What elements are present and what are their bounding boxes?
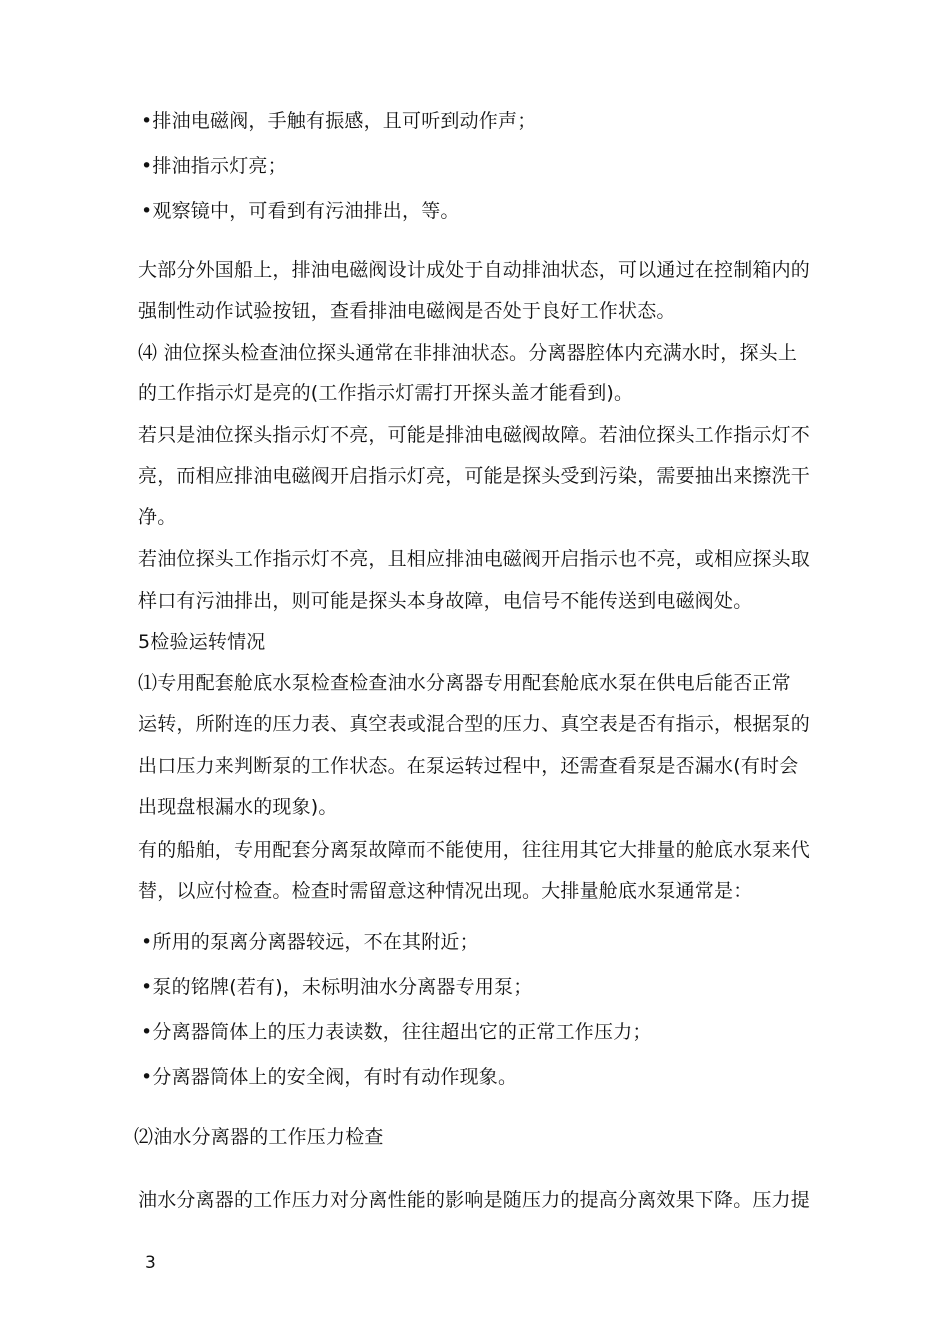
text-line: 强制性动作试验按钮，查看排油电磁阀是否处于良好工作状态。 (138, 300, 676, 322)
text-line: 有的船舶，专用配套分离泵故障而不能使用，往往用其它大排量的舱底水泵来代 (138, 839, 811, 861)
text-line: 亮，而相应排油电磁阀开启指示灯亮，可能是探头受到污染，需要抽出来擦洗干 (138, 465, 811, 487)
text-line: •分离器筒体上的安全阀，有时有动作现象。 (141, 1066, 518, 1088)
text-line: 若油位探头工作指示灯不亮，且相应排油电磁阀开启指示也不亮，或相应探头取 (138, 548, 811, 570)
section-heading: ⑵油水分离器的工作压力检查 (134, 1126, 384, 1148)
text-line: 大部分外国船上，排油电磁阀设计成处于自动排油状态，可以通过在控制箱内的 (138, 259, 811, 281)
text-line: ⑴专用配套舱底水泵检查检查油水分离器专用配套舱底水泵在供电后能否正常 (138, 672, 791, 694)
text-line: •分离器筒体上的压力表读数，往往超出它的正常工作压力； (141, 1021, 652, 1043)
text-line: •排油电磁阀，手触有振感，且可听到动作声； (141, 110, 537, 132)
text-line: •泵的铭牌(若有)，未标明油水分离器专用泵； (141, 976, 533, 998)
text-line: 出现盘根漏水的现象)。 (138, 796, 338, 818)
text-line: 油水分离器的工作压力对分离性能的影响是随压力的提高分离效果下降。压力提 (138, 1189, 811, 1211)
section-heading: 5检验运转情况 (138, 631, 266, 653)
text-line: 运转，所附连的压力表、真空表或混合型的压力、真空表是否有指示，根据泵的 (138, 713, 811, 735)
text-line: 出口压力来判断泵的工作状态。在泵运转过程中，还需查看泵是否漏水(有时会 (138, 755, 799, 777)
text-line: 替，以应付检查。检查时需留意这种情况出现。大排量舱底水泵通常是： (138, 880, 753, 902)
text-line: ⑷ 油位探头检查油位探头通常在非排油状态。分离器腔体内充满水时，探头上 (138, 342, 798, 364)
text-line: 净。 (138, 506, 177, 528)
text-line: 的工作指示灯是亮的(工作指示灯需打开探头盖才能看到)。 (138, 382, 634, 404)
text-line: •所用的泵离分离器较远，不在其附近； (141, 931, 479, 953)
text-line: •观察镜中，可看到有污油排出，等。 (141, 200, 460, 222)
text-line: 若只是油位探头指示灯不亮，可能是排油电磁阀故障。若油位探头工作指示灯不 (138, 424, 811, 446)
text-line: 样口有污油排出，则可能是探头本身故障，电信号不能传送到电磁阀处。 (138, 590, 753, 612)
page-number: 3 (145, 1253, 156, 1273)
text-line: •排油指示灯亮； (141, 155, 287, 177)
